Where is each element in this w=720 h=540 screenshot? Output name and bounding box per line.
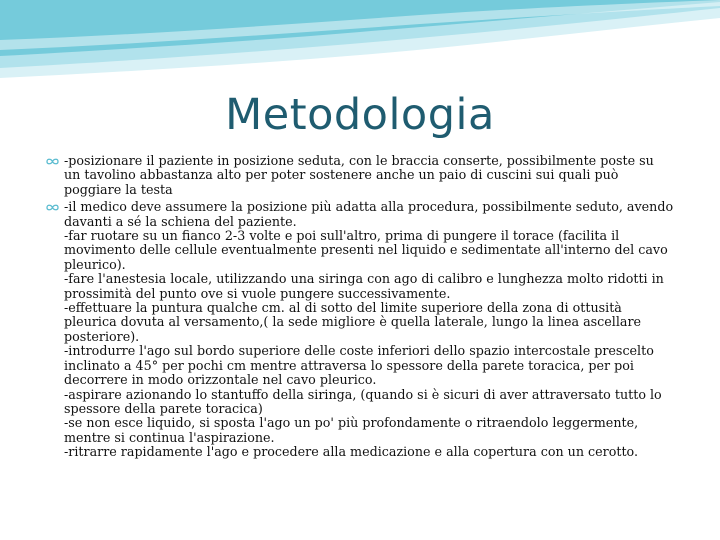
text-line: inclinato a 45° per pochi cm mentre attraversa lo spessore della parete toracica, per poi <box>64 357 634 373</box>
text-line: decorrere in modo orizzontale nel cavo pleurico. <box>64 372 377 388</box>
text-line: -il medico deve assumere la posizione più adatta alla procedura, possibilmente seduto, avendo <box>64 199 674 215</box>
text-line: poggiare la testa <box>64 181 173 197</box>
list-item <box>46 200 686 459</box>
text-line: posteriore). <box>64 328 140 344</box>
text-line: -introdurre l'ago sul bordo superiore delle coste inferiori dello spazio intercostale prescelto <box>64 343 654 359</box>
text-line: -aspirare azionando lo stantuffo della siringa, (quando si è sicuri di aver attraversato tutto lo <box>64 386 662 402</box>
text-line: -fare l'anestesia locale, utilizzando una siringa con ago di calibro e lunghezza molto ridotti in <box>64 271 664 287</box>
text-line: -ritrarre rapidamente l'ago e procedere alla medicazione e alla copertura con un cerotto. <box>64 444 639 460</box>
text-line: -effettuare la puntura qualche cm. al di sotto del limite superiore della zona di ottusità <box>64 300 622 316</box>
decorative-wave <box>0 0 720 90</box>
text-line: spessore della parete toracica) <box>64 400 263 416</box>
text-line: mentre si continua l'aspirazione. <box>64 429 275 445</box>
text-line: prossimità del punto ove si vuole pungere successivamente. <box>64 285 451 301</box>
infinity-bullet-icon <box>46 157 59 166</box>
text-line: movimento delle cellule eventualmente presenti nel liquido e sedimentate all'interno del cavo <box>64 242 668 258</box>
text-line: -posizionare il paziente in posizione seduta, con le braccia conserte, possibilmente poste su <box>64 153 654 168</box>
bullet-list <box>46 154 686 463</box>
infinity-bullet-icon <box>46 203 59 212</box>
list-item <box>46 154 686 197</box>
slide-title: Metodologia <box>225 90 495 140</box>
text-line: davanti a sé la schiena del paziente. <box>64 213 297 229</box>
text-line: -far ruotare su un fianco 2-3 volte e poi sull'altro, prima di pungere il torace (facilita il <box>64 228 620 244</box>
text-line: pleurica dovuta al versamento,( la sede migliore è quella laterale, lungo la linea ascellare <box>64 314 642 330</box>
text-line: pleurico). <box>64 256 126 272</box>
text-line: un tavolino abbastanza alto per poter sostenere anche un paio di cuscini sui quali può <box>64 167 619 183</box>
text-line: -se non esce liquido, si sposta l'ago un po' più profondamente o ritraendolo leggermente, <box>64 415 639 431</box>
